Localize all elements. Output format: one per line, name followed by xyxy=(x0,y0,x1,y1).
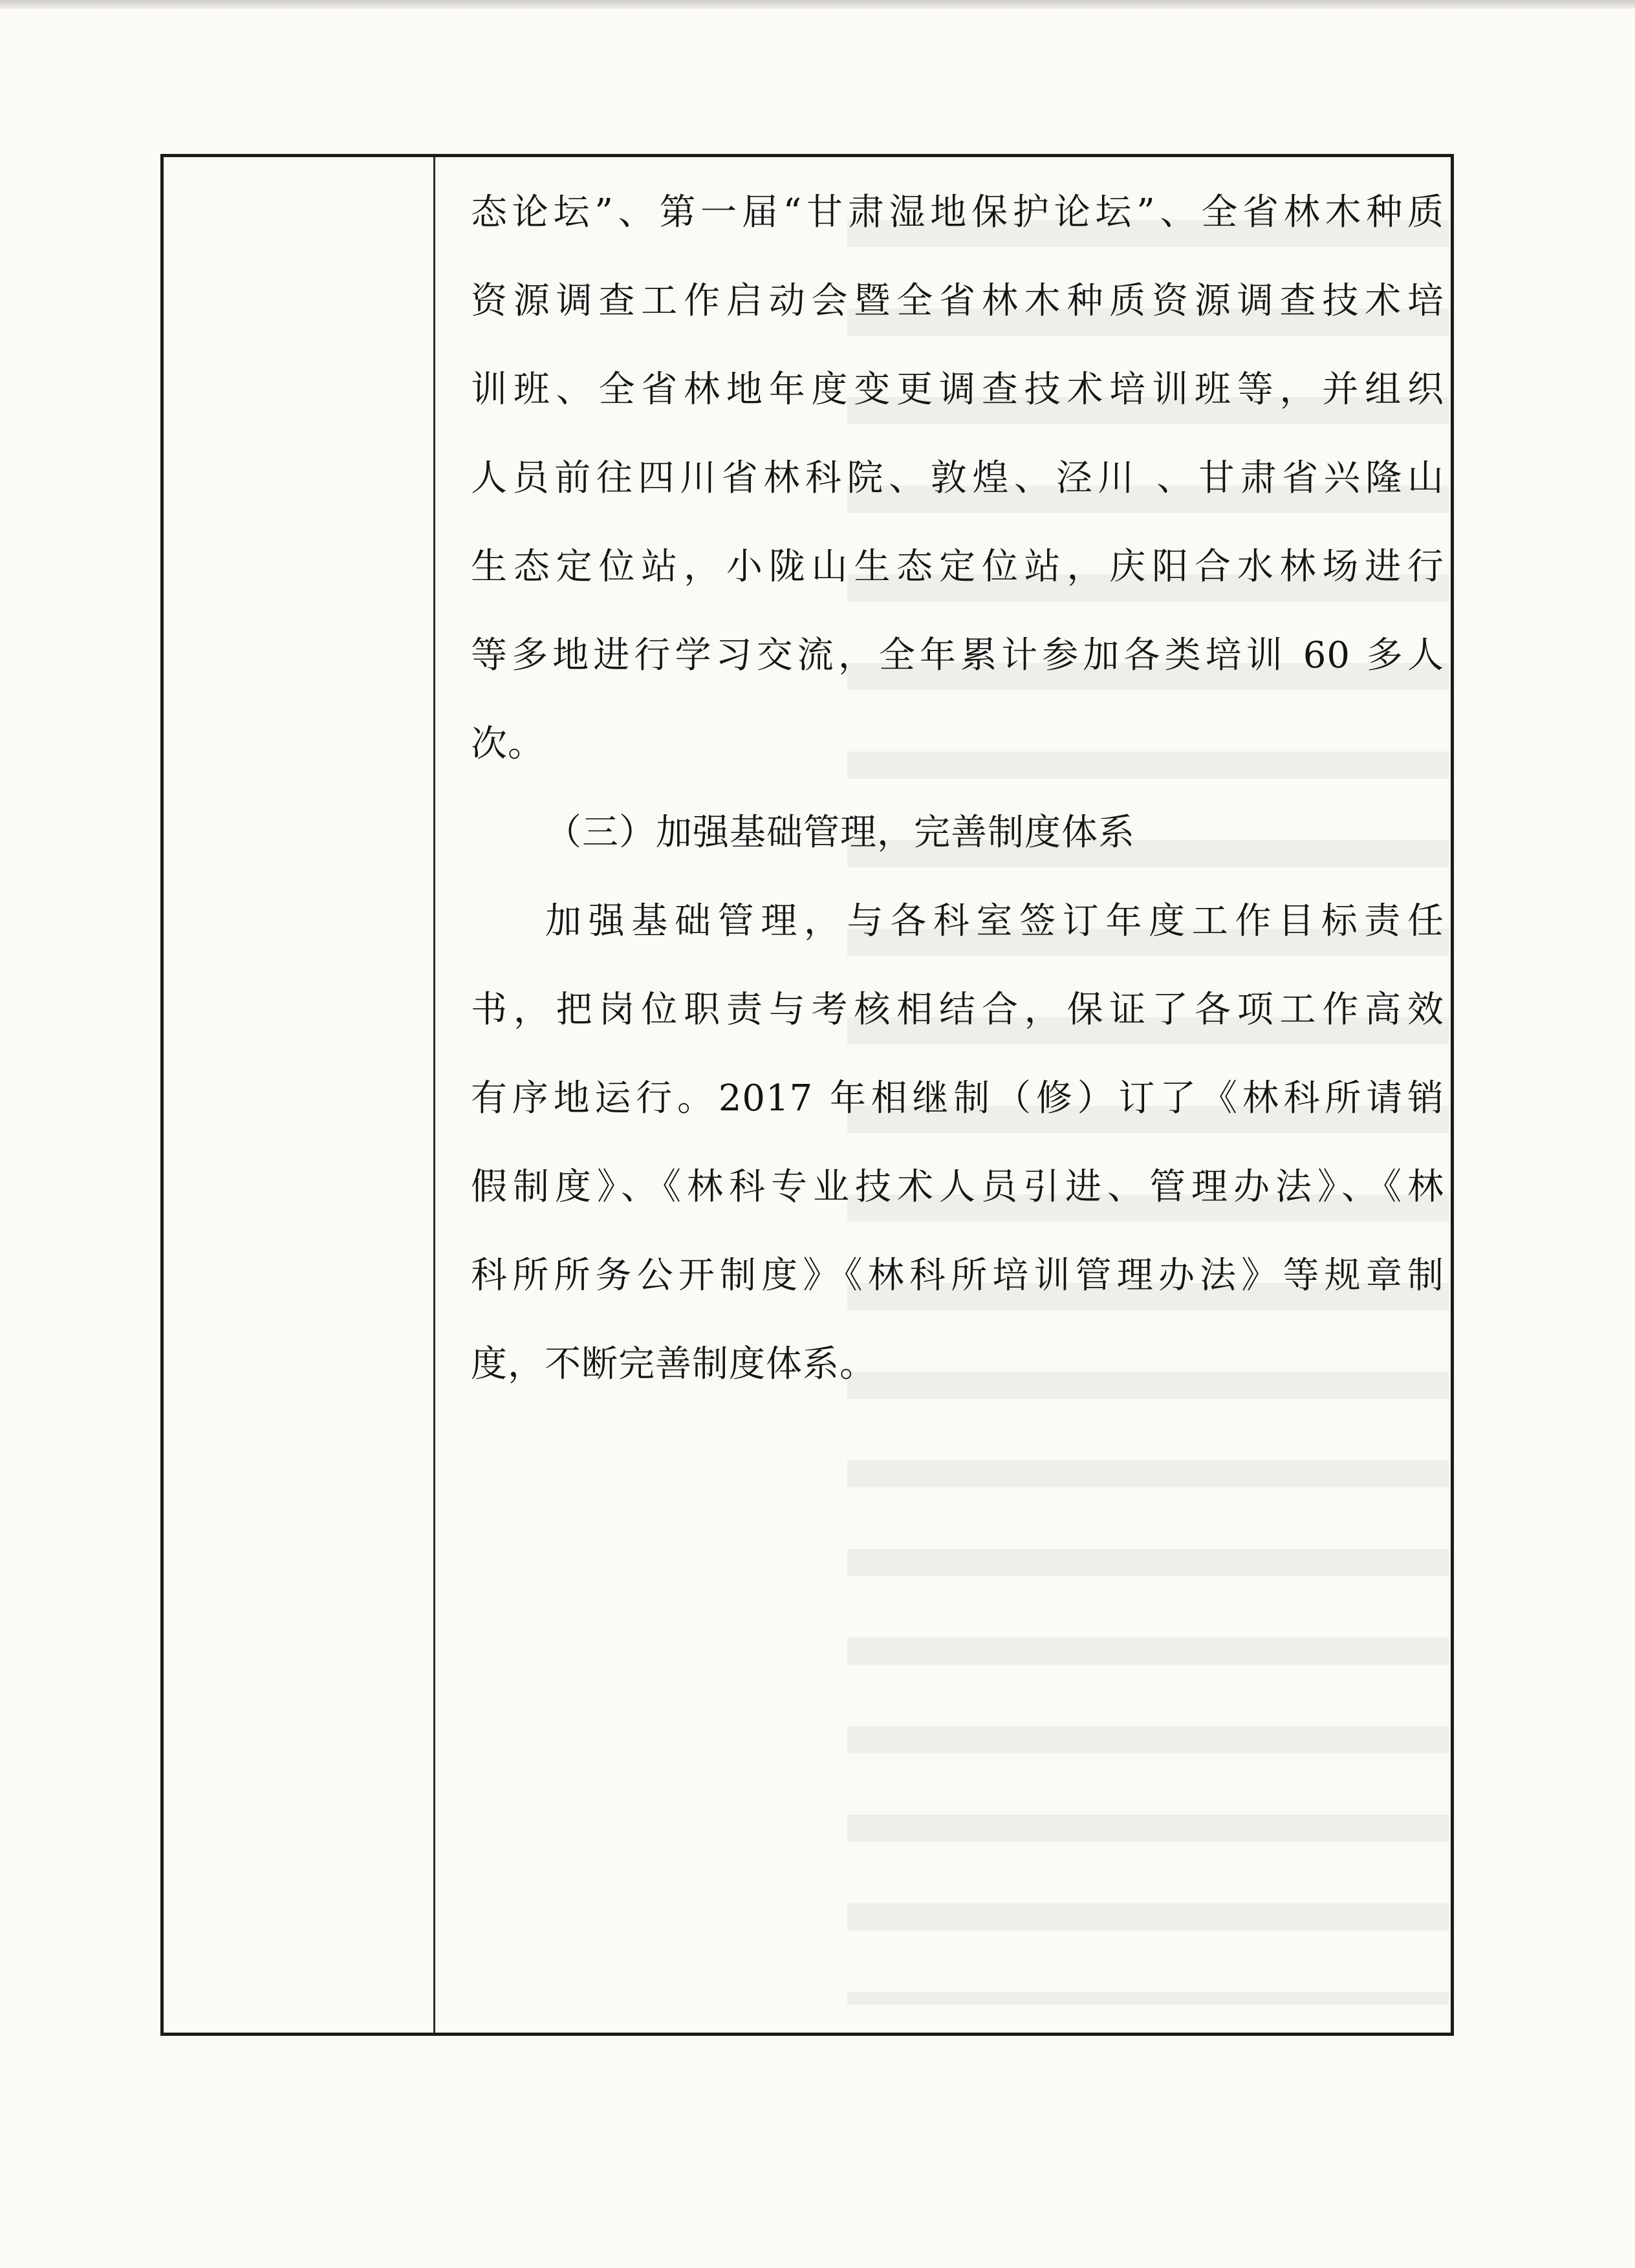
text-line: 书，把岗位职责与考核相结合，保证了各项工作高效 xyxy=(471,989,1444,1031)
report-body xyxy=(471,168,1444,1409)
scan-top-edge xyxy=(0,0,1635,9)
section-heading: （三）加强基础管理，完善制度体系 xyxy=(545,812,1135,854)
text-line: 有序地运行。2017 年相继制（修）订了《林科所请销 xyxy=(471,1077,1444,1119)
text-line: 等多地进行学习交流，全年累计参加各类培训 60 多人 xyxy=(471,634,1445,676)
text-line: 训班、全省林地年度变更调查技术培训班等，并组织 xyxy=(471,369,1444,411)
text-line: 资源调查工作启动会暨全省林木种质资源调查技术培 xyxy=(471,280,1444,322)
table-label-column xyxy=(164,157,435,2033)
text-line: 度，不断完善制度体系。 xyxy=(471,1343,876,1385)
text-line: 科所所务公开制度》《林科所培训管理办法》等规章制 xyxy=(471,1255,1444,1297)
text-line: 假制度》、《林科专业技术人员引进、管理办法》、《林 xyxy=(471,1166,1444,1208)
text-line: 生态定位站，小陇山生态定位站，庆阳合水林场进行 xyxy=(471,546,1444,588)
text-line: 态论坛”、第一届“甘肃湿地保护论坛”、全省林木种质 xyxy=(471,191,1444,233)
text-line: 次。 xyxy=(471,723,545,765)
text-line: 加强基础管理，与各科室签订年度工作目标责任 xyxy=(545,900,1444,942)
text-line: 人员前往四川省林科院、敦煌、泾川 、甘肃省兴隆山 xyxy=(471,457,1444,499)
